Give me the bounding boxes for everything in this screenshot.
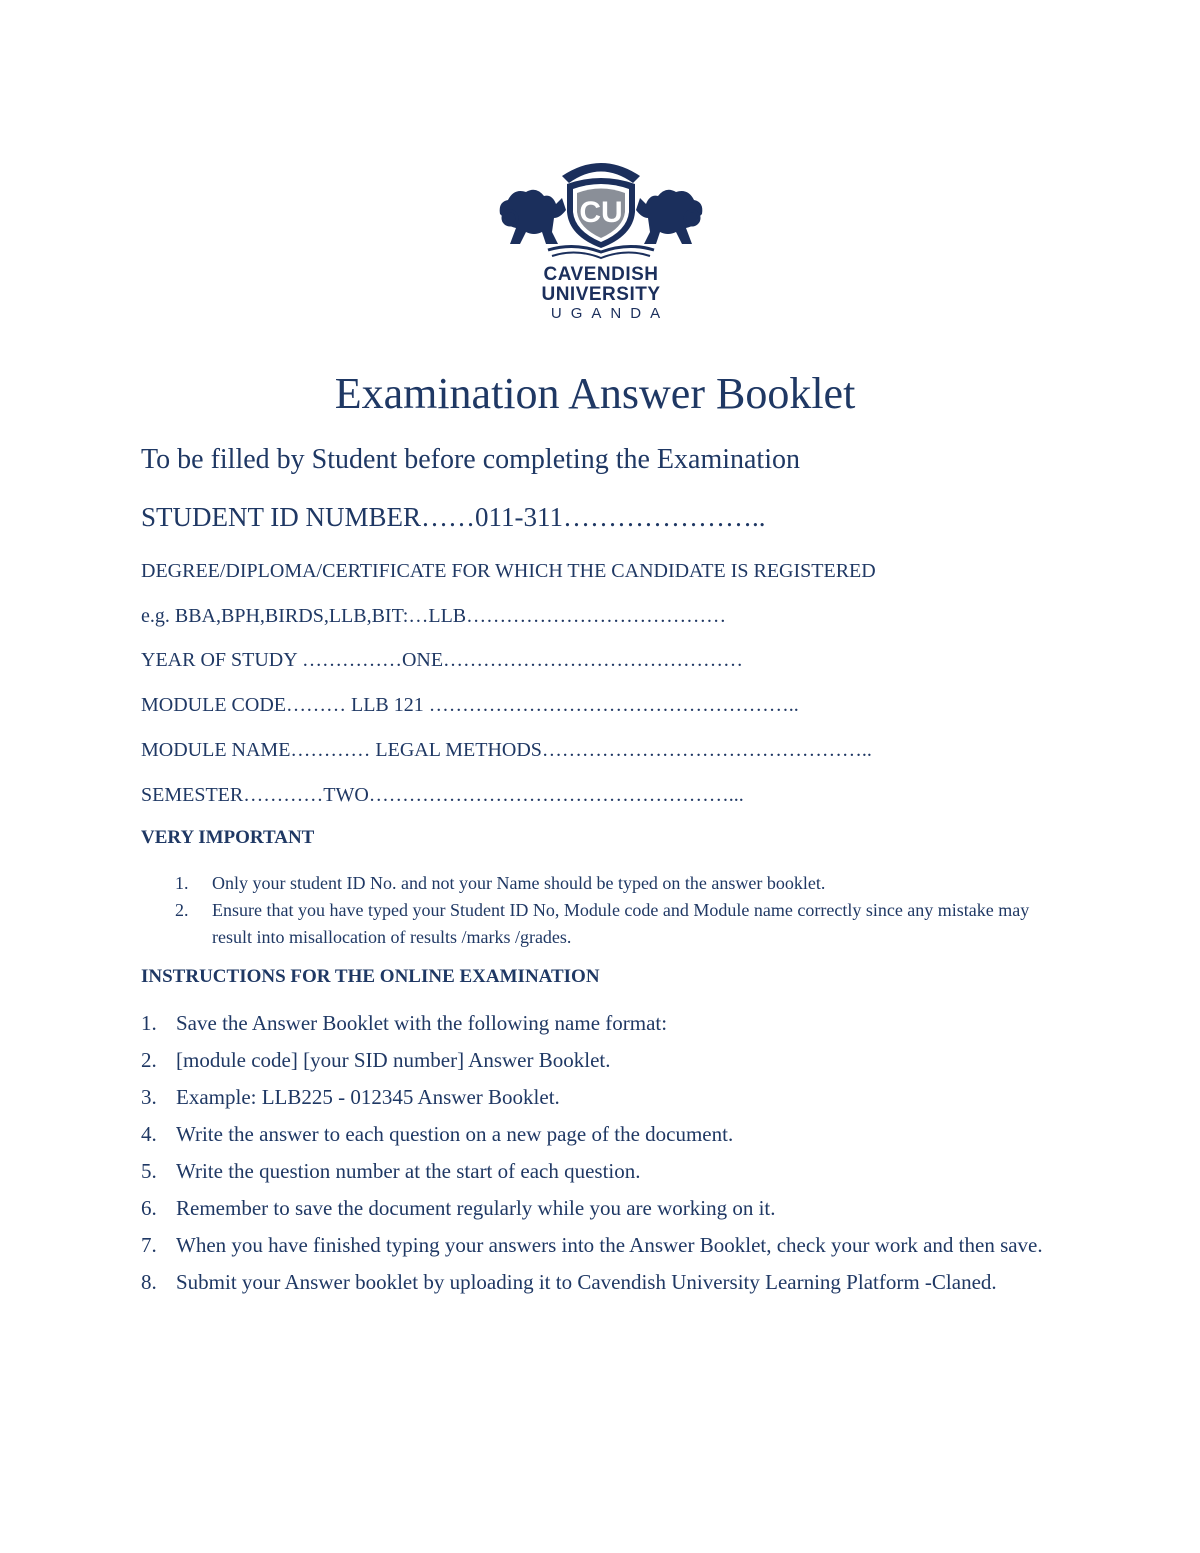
student-id-field: STUDENT ID NUMBER……011-311…………………..: [141, 502, 766, 532]
logo-line-3: UGANDA: [550, 305, 670, 322]
svg-text:CU: CU: [579, 196, 623, 229]
very-important-heading: VERY IMPORTANT: [141, 827, 315, 848]
list-item-number: 7.: [141, 1233, 157, 1257]
crest-icon: [490, 152, 712, 262]
list-item: [141, 870, 1061, 897]
list-item-text: Example: LLB225 - 012345 Answer Booklet.: [176, 1085, 560, 1109]
list-item-text: When you have finished typing your answers into the Answer Booklet, check your work and then save.: [176, 1233, 1043, 1257]
list-item: [141, 1232, 1071, 1259]
list-item: [141, 1195, 1071, 1222]
university-logo: [490, 152, 712, 327]
list-item-text: Remember to save the document regularly while you are working on it.: [176, 1196, 776, 1220]
list-item: [141, 1158, 1071, 1185]
page-subtitle: To be filled by Student before completing the Examination: [141, 444, 800, 475]
list-item: [141, 897, 1061, 951]
module-code-field: MODULE CODE……… LLB 121 ………………………………………………..: [141, 694, 799, 716]
instructions-heading: INSTRUCTIONS FOR THE ONLINE EXAMINATION: [141, 966, 600, 987]
list-item-number: 4.: [141, 1122, 157, 1146]
list-item-text: Ensure that you have typed your Student ID No, Module code and Module name correctly since any mistake may result into misallocation of results /marks /grades.: [212, 900, 1030, 947]
list-item: [141, 1121, 1071, 1148]
list-item-number: 2.: [141, 1048, 157, 1072]
semester-field: SEMESTER…………TWO………………………………………………...: [141, 784, 744, 806]
list-item-text: Save the Answer Booklet with the following name format:: [176, 1011, 668, 1035]
list-item: [141, 1010, 1071, 1037]
instructions-list: [141, 1010, 1071, 1306]
list-item-text: [module code] [your SID number] Answer Booklet.: [176, 1048, 611, 1072]
list-item: [141, 1269, 1071, 1296]
degree-field-value: e.g. BBA,BPH,BIRDS,LLB,BIT:…LLB…………………………………: [141, 605, 727, 627]
list-item-number: 3.: [141, 1085, 157, 1109]
logo-line-2: UNIVERSITY: [541, 284, 661, 305]
list-item-number: 5.: [141, 1159, 157, 1183]
list-item-number: 1.: [141, 1011, 157, 1035]
list-item-text: Write the question number at the start of each question.: [176, 1159, 641, 1183]
list-item: [141, 1084, 1071, 1111]
list-item-number: 1.: [175, 873, 189, 893]
page-title: Examination Answer Booklet: [334, 369, 856, 418]
year-of-study-field: YEAR OF STUDY ……………ONE………………………………………: [141, 649, 744, 671]
list-item-text: Submit your Answer booklet by uploading it to Cavendish University Learning Platform -Claned.: [176, 1270, 997, 1294]
very-important-list: [141, 870, 1061, 951]
list-item-number: 2.: [175, 900, 189, 920]
list-item-number: 6.: [141, 1196, 157, 1220]
list-item-text: Only your student ID No. and not your Name should be typed on the answer booklet.: [212, 873, 826, 893]
list-item: [141, 1047, 1071, 1074]
list-item-text: Write the answer to each question on a new page of the document.: [176, 1122, 734, 1146]
logo-line-1: CAVENDISH: [543, 264, 659, 285]
list-item-number: 8.: [141, 1270, 157, 1294]
module-name-field: MODULE NAME………… LEGAL METHODS…………………………………………..: [141, 739, 872, 761]
degree-field-label: DEGREE/DIPLOMA/CERTIFICATE FOR WHICH THE CANDIDATE IS REGISTERED: [141, 560, 876, 582]
